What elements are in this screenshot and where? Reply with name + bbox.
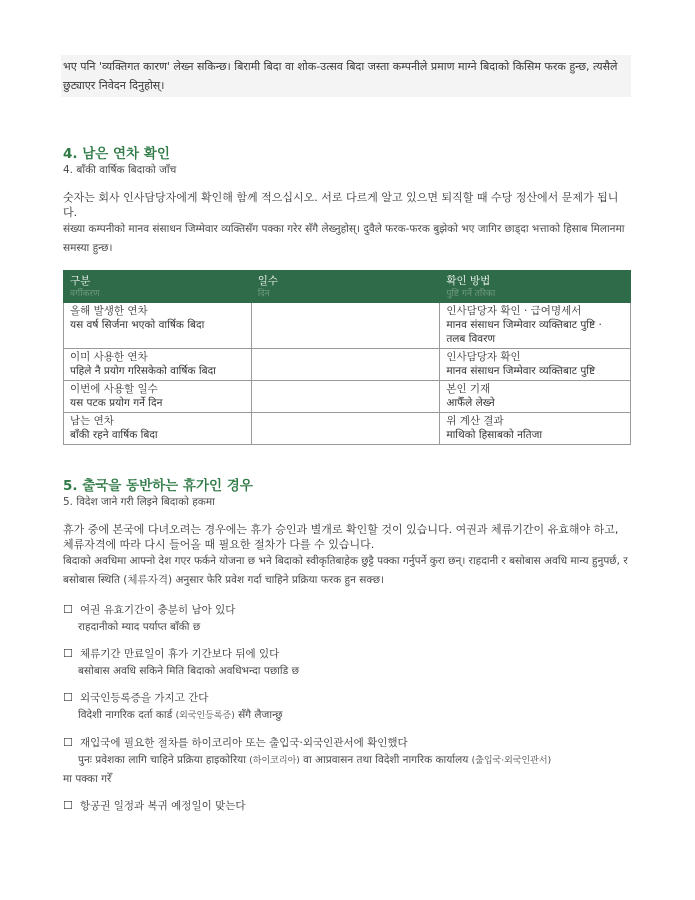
intro-note: भए पनि 'व्यक्तिगत कारण' लेख्न सकिन्छ। बिरामी बिदा वा शोक-उत्सव बिदा जस्ता कम्पनीले प्रमाण माग्ने बिदाको किसिम फरक हुन्छ, त्यसैले छुट्याएर निवेदन दिनुहोस्। xyxy=(61,55,631,97)
checkbox-icon[interactable]: ☐ xyxy=(63,647,73,660)
checkbox-icon[interactable]: ☐ xyxy=(63,603,73,616)
document-page xyxy=(63,55,631,824)
cell-text-ne: यस वर्ष सिर्जना भएको वार्षिक बिदा xyxy=(70,319,205,331)
checkbox-icon[interactable]: ☐ xyxy=(63,691,73,704)
table-cell xyxy=(440,381,631,413)
cell-text-ko: 본인 기재 xyxy=(446,383,491,395)
cell-text-ne: मानव संसाधन जिम्मेवार व्यक्तिबाट पुष्टि · तलब विवरण xyxy=(446,319,602,345)
header-label-ne: दिन xyxy=(257,289,270,299)
cell-text-ko: 위 계산 결과 xyxy=(446,415,504,427)
table-cell xyxy=(64,349,252,381)
section4-paragraph-ko: 숫자는 회사 인사담당자에게 확인해 함께 적으십시오. 서로 다르게 알고 있으면 퇴직할 때 수당 정산에서 문제가 됩니다. xyxy=(63,191,619,219)
cell-text-ko: 남는 연차 xyxy=(70,415,114,427)
header-label-ne: वर्गीकरण xyxy=(70,289,100,299)
checkbox-icon[interactable]: ☐ xyxy=(63,799,73,812)
section4-title: 4. 남은 연차 확인 xyxy=(63,146,170,162)
section5-paragraph-ko: 휴가 중에 본국에 다녀오려는 경우에는 휴가 승인과 별개로 확인할 것이 있습니다. 여권과 체류기간이 유효해야 하고, 체류자격에 따라 다시 들어올 때 필요한 절차가 다를 수 있습니다. xyxy=(63,523,619,551)
table-cell xyxy=(64,303,252,349)
ne-text: सँगै लैजान्छु xyxy=(234,709,283,721)
ne-text: मा पक्का गरेँ xyxy=(63,773,112,785)
table-header xyxy=(440,271,631,303)
ne-korean-term: (외국인등록증) xyxy=(175,711,235,721)
leave-table xyxy=(63,270,631,445)
cell-text-ne: माथिको हिसाबको नतिजा xyxy=(446,429,543,441)
section4-paragraph-ne: संख्या कम्पनीको मानव संसाधन जिम्मेवार व्यक्तिसँग पक्का गरेर सँगै लेख्नुहोस्। दुवैले फरक-फरक बुझेको भए जागिर छाड्दा भत्ताको हिसाब मिलानमा समस्या हुन्छ। xyxy=(63,223,625,254)
cell-text-ko: 인사담당자 확인 · 급여명세서 xyxy=(446,305,582,317)
table-header xyxy=(64,271,252,303)
table-cell-days xyxy=(251,381,440,413)
section5-title: 5. 출국을 동반하는 휴가인 경우 xyxy=(63,478,253,494)
cell-text-ko: 인사담당자 확인 xyxy=(446,351,521,363)
checklist-label-ko: 여권 유효기간이 충분히 남아 있다 xyxy=(80,604,236,616)
table-row xyxy=(64,349,631,381)
table-cell xyxy=(440,413,631,445)
section4-subtitle: 4. बाँकी वार्षिक बिदाको जाँच xyxy=(63,164,177,176)
table-row xyxy=(64,413,631,445)
cell-text-ne: मानव संसाधन जिम्मेवार व्यक्तिबाट पुष्टि xyxy=(446,365,596,377)
header-label-ne: पुष्टि गर्ने तरिका xyxy=(446,289,496,299)
checklist-label-ne: बसोबास अवधि सकिने मिति बिदाको अवधिभन्दा पछाडि छ xyxy=(78,665,299,677)
cell-text-ko: 이번에 사용할 일수 xyxy=(70,383,158,395)
header-label-ko: 일수 xyxy=(257,275,278,287)
table-cell-days xyxy=(251,303,440,349)
checklist-item[interactable] xyxy=(63,646,631,680)
table-row xyxy=(64,381,631,413)
checklist-label-ko: 항공권 일정과 복귀 예정일이 맞는다 xyxy=(80,800,246,812)
cell-text-ne: आफैँले लेख्ने xyxy=(446,397,495,409)
ne-korean-term: (하이코리아) xyxy=(249,756,300,766)
checklist-label-ne xyxy=(63,751,631,788)
table-cell-days xyxy=(251,413,440,445)
checklist-label-ne: राहदानीको म्याद पर्याप्त बाँकी छ xyxy=(78,621,201,633)
checklist-label-ko: 체류기간 만료일이 휴가 기간보다 뒤에 있다 xyxy=(80,648,280,660)
checklist-item[interactable] xyxy=(63,798,631,814)
table-cell xyxy=(64,413,252,445)
header-label-ko: 확인 방법 xyxy=(446,275,491,287)
table-cell xyxy=(64,381,252,413)
checklist-item[interactable] xyxy=(63,735,631,788)
checklist-item[interactable] xyxy=(63,602,631,636)
header-label-ko: 구분 xyxy=(70,275,91,287)
table-row xyxy=(64,303,631,349)
ne-text: विदेशी नागरिक दर्ता कार्ड xyxy=(78,709,176,721)
section5-paragraph-ne: बिदाको अवधिमा आफ्नो देश गएर फर्कने योजना छ भने बिदाको स्वीकृतिबाहेक छुट्टै पक्का गर्नुपर्ने कुरा छन्। राहदानी र बसोबास अवधि मान्य हुनुपर्छ, र बसोबास स्थिति (체류자격) अनुसार फेरि प्रवेश गर्दा चाहिने प्रक्रिया फरक हुन सक्छ। xyxy=(63,555,628,586)
table-cell-days xyxy=(251,349,440,381)
table-header xyxy=(251,271,440,303)
table-header-row xyxy=(64,271,631,303)
cell-text-ko: 올해 발생한 연차 xyxy=(70,305,148,317)
table-cell xyxy=(440,303,631,349)
ne-text: पुनः प्रवेशका लागि चाहिने प्रक्रिया हाइकोरिया xyxy=(78,754,250,766)
checkbox-icon[interactable]: ☐ xyxy=(63,736,73,749)
cell-text-ne: बाँकी रहने वार्षिक बिदा xyxy=(70,429,158,441)
table-cell xyxy=(440,349,631,381)
cell-text-ko: 이미 사용한 연차 xyxy=(70,351,148,363)
ne-korean-term: (출입국·외국인관서) xyxy=(471,756,552,766)
cell-text-ne: यस पटक प्रयोग गर्ने दिन xyxy=(70,397,163,409)
checklist-label-ko: 외국인등록증을 가지고 간다 xyxy=(80,692,209,704)
section5-subtitle: 5. विदेश जाने गरी लिइने बिदाको हकमा xyxy=(63,496,215,508)
checklist-label-ko: 재입국에 필요한 절차를 하이코리아 또는 출입국·외국인관서에 확인했다 xyxy=(80,737,408,749)
checklist-label-ne xyxy=(63,706,631,725)
checklist-item[interactable] xyxy=(63,690,631,725)
ne-text: वा आप्रवासन तथा विदेशी नागरिक कार्यालय xyxy=(299,754,472,766)
cell-text-ne: पहिले नै प्रयोग गरिसकेको वार्षिक बिदा xyxy=(70,365,216,377)
